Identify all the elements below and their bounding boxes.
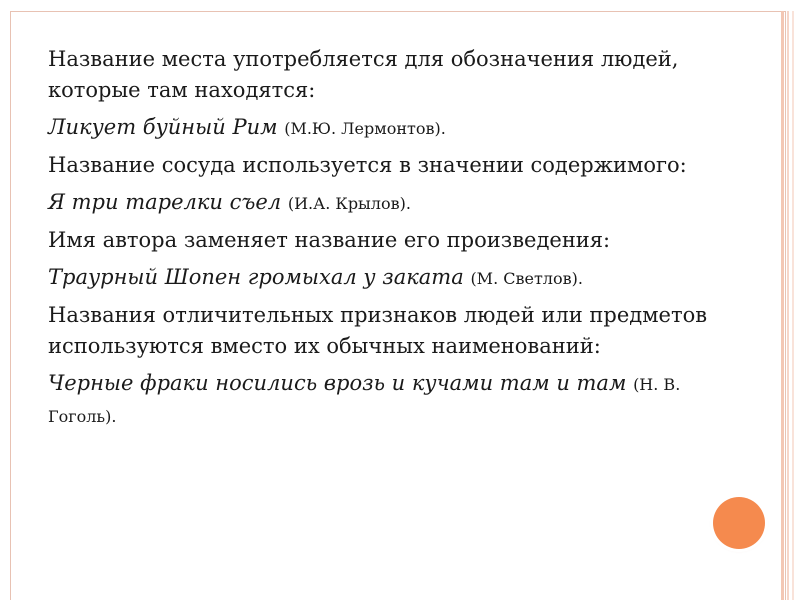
definition-paragraph: Названия отличительных признаков людей или предметов используются вместо их обычных наименований: (48, 303, 708, 358)
quote-text: Я три тарелки съел (48, 190, 282, 214)
example-quote (48, 368, 708, 432)
quote-source: (М. Светлов). (470, 269, 583, 288)
example-quote (48, 112, 708, 144)
quote-text: Черные фраки носились врозь и кучами там и там (48, 371, 627, 395)
definition-paragraph: Название сосуда используется в значении содержимого: (48, 153, 687, 177)
quote-source: (М.Ю. Лермонтов). (284, 119, 446, 138)
decorative-circle (713, 497, 765, 549)
definition-paragraph: Название места употребляется для обозначения людей, которые там находятся: (48, 47, 679, 102)
example-quote (48, 262, 708, 294)
quote-text: Ликует буйный Рим (48, 115, 278, 139)
example-quote (48, 187, 708, 219)
quote-text: Траурный Шопен громыхал у заката (48, 265, 464, 289)
quote-source: (Н. В. Гоголь). (48, 375, 681, 426)
quote-source: (И.А. Крылов). (287, 194, 411, 213)
side-stripe (781, 11, 784, 600)
definition-paragraph: Имя автора заменяет название его произведения: (48, 228, 611, 252)
slide-content (48, 44, 708, 438)
side-stripe (787, 11, 789, 600)
side-stripe (792, 11, 794, 600)
